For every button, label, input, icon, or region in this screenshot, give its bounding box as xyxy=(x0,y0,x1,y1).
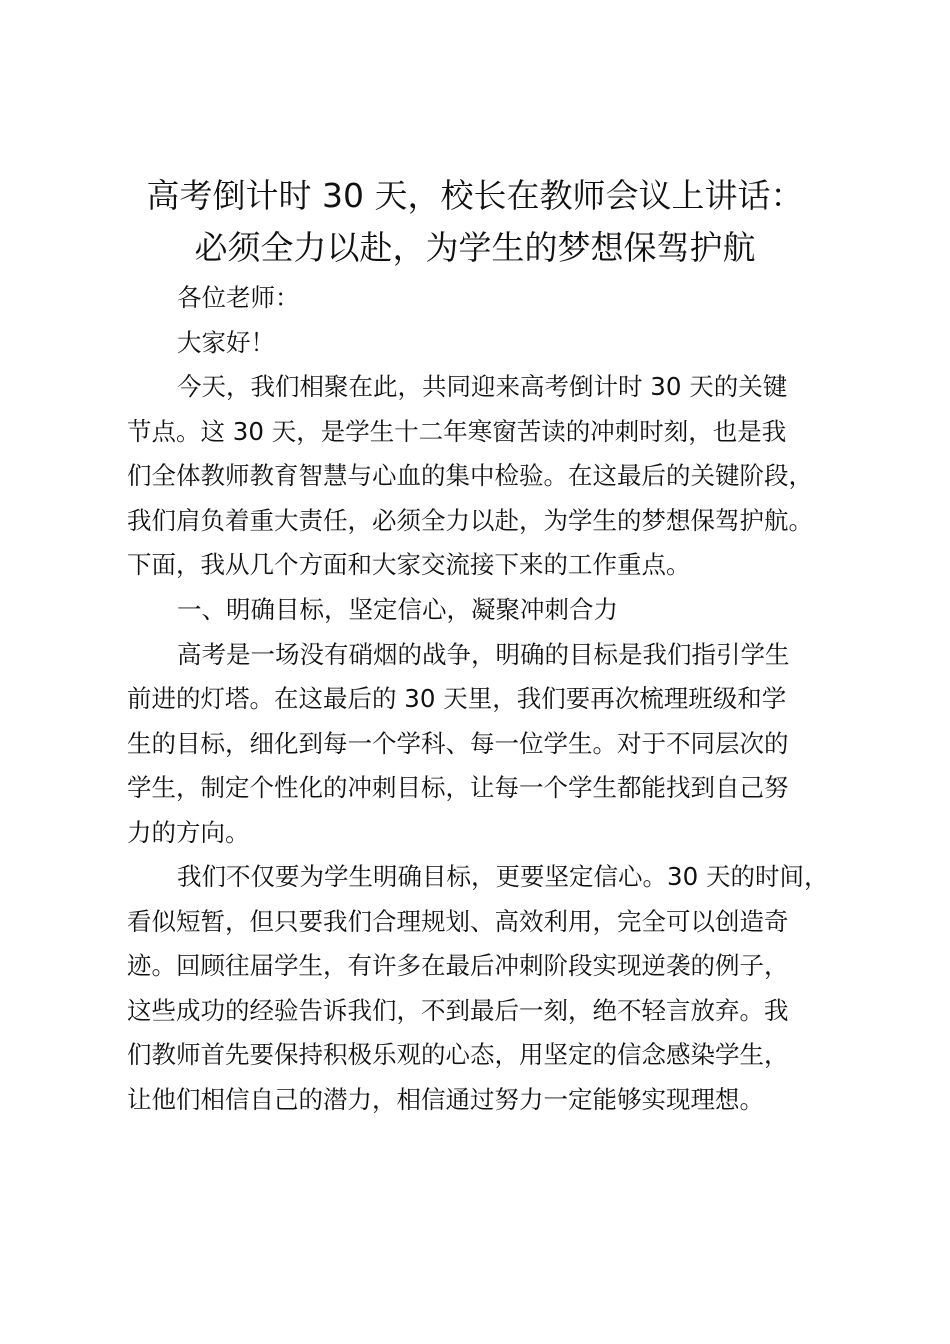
paragraph-2-line-5: 力的方向。 xyxy=(127,818,250,847)
paragraph-1-line-1: 今天，我们相聚在此，共同迎来高考倒计时 30 天的关键 xyxy=(177,372,788,401)
paragraph-3-line-5: 们教师首先要保持积极乐观的心态，用坚定的信念感染学生， xyxy=(127,1040,789,1069)
document-title-line-2: 必须全力以赴，为学生的梦想保驾护航 xyxy=(194,228,756,267)
paragraph-3-line-6: 让他们相信自己的潜力，相信通过努力一定能够实现理想。 xyxy=(127,1085,764,1114)
paragraph-2-line-4: 学生，制定个性化的冲刺目标，让每一个学生都能找到自己努 xyxy=(127,773,789,802)
paragraph-2-line-1: 高考是一场没有硝烟的战争，明确的目标是我们指引学生 xyxy=(177,640,790,669)
greeting: 大家好！ xyxy=(177,328,275,357)
paragraph-3-line-3: 迹。回顾往届学生，有许多在最后冲刺阶段实现逆袭的例子， xyxy=(127,951,789,980)
paragraph-3-line-1: 我们不仅要为学生明确目标，更要坚定信心。30 天的时间， xyxy=(177,862,829,891)
paragraph-2-line-3: 生的目标，细化到每一个学科、每一位学生。对于不同层次的 xyxy=(127,729,789,758)
paragraph-1-line-3: 们全体教师教育智慧与心血的集中检验。在这最后的关键阶段， xyxy=(127,461,813,490)
paragraph-3-line-4: 这些成功的经验告诉我们，不到最后一刻，绝不轻言放弃。我 xyxy=(127,996,789,1025)
paragraph-1-line-2: 节点。这 30 天，是学生十二年寒窗苦读的冲刺时刻，也是我 xyxy=(127,417,787,446)
section-heading-1: 一、明确目标，坚定信心，凝聚冲刺合力 xyxy=(177,595,618,624)
paragraph-1-line-5: 下面，我从几个方面和大家交流接下来的工作重点。 xyxy=(127,550,691,579)
paragraph-1-line-4: 我们肩负着重大责任，必须全力以赴，为学生的梦想保驾护航。 xyxy=(127,506,813,535)
paragraph-3-line-2: 看似短暂，但只要我们合理规划、高效利用，完全可以创造奇 xyxy=(127,907,789,936)
document-title-line-1: 高考倒计时 30 天，校长在教师会议上讲话： xyxy=(146,176,804,215)
paragraph-2-line-2: 前进的灯塔。在这最后的 30 天里，我们要再次梳理班级和学 xyxy=(127,684,787,713)
salutation: 各位老师： xyxy=(177,283,300,312)
